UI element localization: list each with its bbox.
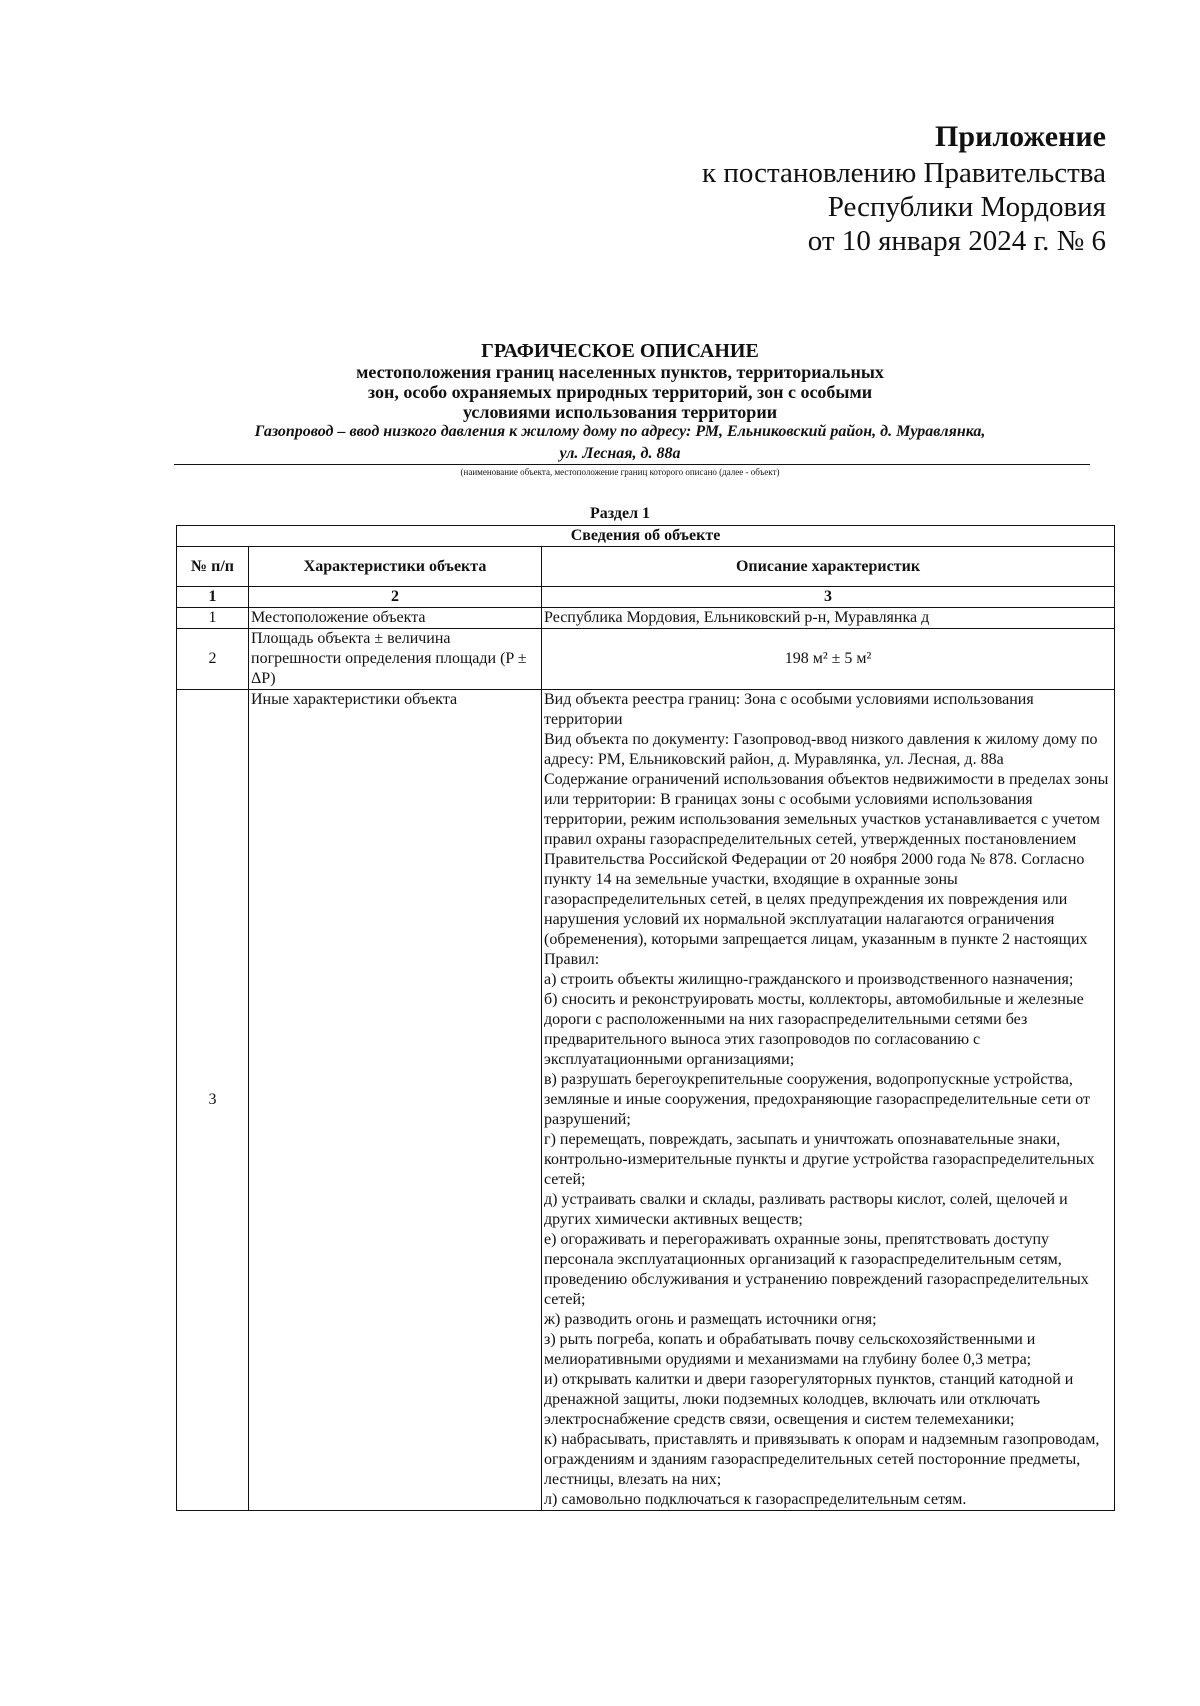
- document-heading: [150, 340, 1090, 478]
- description-paragraph: Содержание ограничений использования объектов недвижимости в пределах зоны или территории: В границах зоны с особыми условиями использования территории, режим использования земельных участков устанавливается с учетом правил охраны газораспределительных сетей, утвержденных постановлением Правительства Российской Федерации от 20 ноября 2000 года № 878. Согласно пункту 14 на земельные участки, входящие в охранные зоны газораспределительных сетей, в целях предупреждения их повреждения или нарушения условий их нормальной эксплуатации налагаются ограничения (обременения), которыми запрещается лицам, указанным в пункте 2 настоящих Правил:: [544, 771, 1109, 968]
- table-row: [177, 608, 1115, 629]
- header-description: Описание характеристик: [542, 547, 1115, 587]
- table-title: Сведения об объекте: [177, 526, 1115, 547]
- column-number-row: [177, 587, 1115, 608]
- appendix-block: [702, 118, 1106, 258]
- object-caption: (наименование объекта, местоположение границ которого описано (далее - объект): [460, 467, 780, 477]
- document-subtitle-line: зон, особо охраняемых природных территорий, зон с особыми: [367, 382, 873, 402]
- restriction-item: л) самовольно подключаться к газораспределительным сетям.: [544, 1491, 967, 1508]
- column-number: 2: [249, 587, 542, 608]
- header-num: № п/п: [177, 547, 249, 587]
- appendix-title: Приложение: [935, 120, 1106, 153]
- row-description: Республика Мордовия, Ельниковский р-н, Муравлянка д: [542, 608, 1115, 629]
- document-subtitle-line: местоположения границ населенных пунктов, территориальных: [356, 362, 884, 382]
- row-characteristic: Местоположение объекта: [249, 608, 542, 629]
- row-number: 3: [177, 690, 249, 1511]
- description-paragraph: Вид объекта реестра границ: Зона с особыми условиями использования территории: [544, 691, 1034, 728]
- section-title: Раздел 1: [589, 505, 651, 522]
- appendix-line: от 10 января 2024 г. № 6: [807, 225, 1106, 257]
- restriction-item: и) открывать калитки и двери газорегуляторных пунктов, станций катодной и дренажной защиты, люки подземных колодцев, включать или отключать электроснабжение средств связи, освещения и систем телемеханики;: [544, 1371, 1074, 1428]
- document-title: ГРАФИЧЕСКОЕ ОПИСАНИЕ: [481, 340, 759, 362]
- document-subtitle-line: условиями использования территории: [462, 402, 778, 422]
- object-name-line: Газопровод – ввод низкого давления к жилому дому по адресу: РМ, Ельниковский район, д. Муравлянка,: [254, 423, 986, 440]
- row-description: [542, 690, 1115, 1511]
- restriction-item: е) огораживать и перегораживать охранные зоны, препятствовать доступу персонала эксплуатационных организаций к газораспределительным сетям, проведению обслуживания и устранению повреждений газораспределительных сетей;: [544, 1231, 1089, 1308]
- row-description: 198 м² ± 5 м²: [542, 629, 1115, 690]
- header-characteristics: Характеристики объекта: [249, 547, 542, 587]
- restriction-item: з) рыть погреба, копать и обрабатывать почву сельскохозяйственными и мелиоративными орудиями и механизмами на глубину более 0,3 метра;: [544, 1331, 1036, 1368]
- row-characteristic: Площадь объекта ± величина погрешности определения площади (P ± ΔP): [249, 629, 542, 690]
- row-number: 1: [177, 608, 249, 629]
- object-info-table: [176, 525, 1115, 1511]
- object-name-line: [174, 444, 1090, 465]
- table-row: [177, 690, 1115, 1511]
- restriction-item: г) перемещать, повреждать, засыпать и уничтожать опознавательные знаки, контрольно-измерительные пункты и другие устройства газораспределительных сетей;: [544, 1131, 1095, 1188]
- row-characteristic: Иные характеристики объекта: [249, 690, 542, 1511]
- column-number: 3: [542, 587, 1115, 608]
- description-paragraph: Вид объекта по документу: Газопровод-ввод низкого давления к жилому дому по адресу: РМ, Ельниковский район, д. Муравлянка, ул. Лесная, д. 88а: [544, 731, 1098, 768]
- restriction-item: д) устраивать свалки и склады, разливать растворы кислот, солей, щелочей и других химически активных веществ;: [544, 1191, 1068, 1228]
- appendix-line: Республики Мордовия: [827, 191, 1106, 223]
- restriction-item: ж) разводить огонь и размещать источники огня;: [544, 1311, 877, 1328]
- restriction-item: б) сносить и реконструировать мосты, коллекторы, автомобильные и железные дороги с расположенными на них газораспределительными сетями без предварительного выноса этих газопроводов по согласованию с эксплуатационными организациями;: [544, 991, 1084, 1068]
- table-title-row: [177, 526, 1115, 547]
- row-number: 2: [177, 629, 249, 690]
- restriction-item: а) строить объекты жилищно-гражданского и производственного назначения;: [544, 971, 1074, 988]
- object-name-text: ул. Лесная, д. 88а: [559, 445, 681, 462]
- restriction-item: в) разрушать берегоукрепительные сооружения, водопропускные устройства, земляные и иные сооружения, предохраняющие газораспределительные сети от разрушений;: [544, 1071, 1090, 1128]
- restriction-item: к) набрасывать, приставлять и привязывать к опорам и надземным газопроводам, ограждениям и зданиям газораспределительных сетей посторонние предметы, лестницы, влезать на них;: [544, 1431, 1100, 1488]
- appendix-line: к постановлению Правительства: [702, 157, 1106, 189]
- table-row: [177, 629, 1115, 690]
- table-header-row: [177, 547, 1115, 587]
- column-number: 1: [177, 587, 249, 608]
